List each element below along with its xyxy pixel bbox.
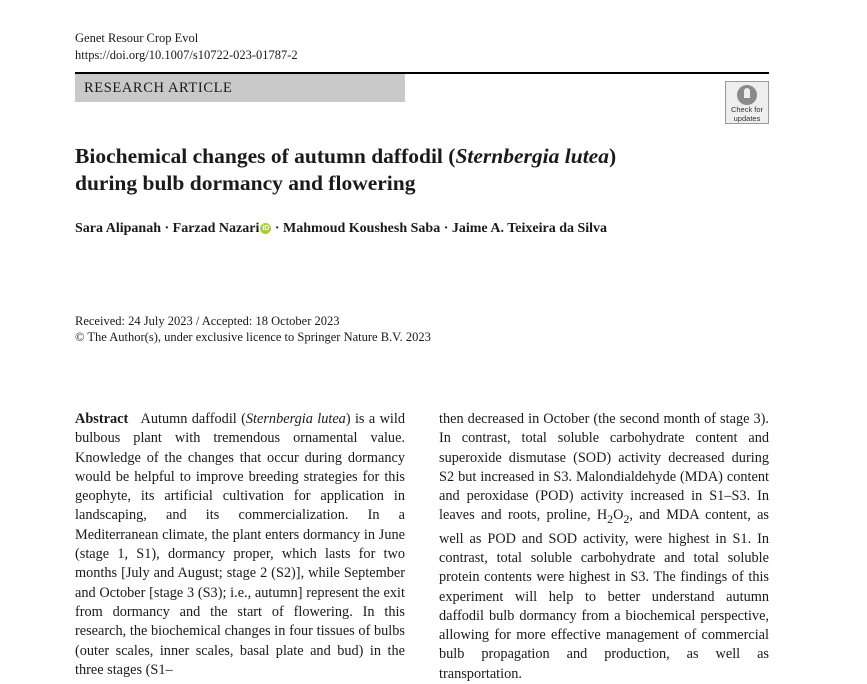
abstract-text-a: Autumn daffodil ( — [140, 411, 246, 427]
title-part2: ) — [608, 144, 617, 168]
check-for-updates-icon — [737, 85, 757, 105]
copyright-notice: © The Author(s), under exclusive licence to Springer Nature B.V. 2023 — [75, 330, 431, 344]
abstract-text-c: then decreased in October (the second month of stage 3). In contrast, total soluble carbohydrate content and superoxide dismutase (SOD) activity decreased during S2 but increased in S3. Malondialdehyde (MDA) content and peroxidase (POD) activity increased in S1–S3. In leaves and roots, proline, H — [439, 411, 769, 524]
author-1[interactable]: Sara Alipanah — [75, 221, 161, 236]
orcid-icon[interactable]: iD — [262, 225, 270, 232]
subscript-2: 2 — [623, 512, 630, 527]
abstract-species: Sternbergia lutea — [245, 411, 346, 427]
author-2[interactable]: Farzad Nazari — [172, 221, 260, 236]
check-for-updates-badge[interactable] — [725, 81, 769, 124]
oxygen-letter: O — [613, 507, 624, 524]
title-line2: during bulb dormancy and flowering — [75, 171, 416, 195]
doi-link[interactable]: https://doi.org/10.1007/s10722-023-01787-2 — [75, 48, 298, 62]
author-4[interactable]: Jaime A. Teixeira da Silva — [451, 221, 608, 236]
author-sep: · — [271, 221, 284, 236]
author-3[interactable]: Mahmoud Koushesh Saba — [283, 221, 441, 236]
abstract-right-column — [439, 410, 769, 684]
title-part1: Biochemical changes of autumn daffodil ( — [75, 144, 456, 168]
abstract-left-column — [75, 410, 405, 680]
received-accepted: Received: 24 July 2023 / Accepted: 18 October 2023 — [75, 314, 340, 328]
author-list — [75, 221, 607, 237]
title-species: Sternbergia lutea — [455, 144, 609, 168]
abstract-text-b: ) is a wild bulbous plant with tremendous ornamental value. Knowledge of the changes that occur during dormancy would be helpful to improve breeding strategies for this geophyte, its artificial cultivation for application in landscaping, and its commercialization. In a Mediterranean climate, the plant enters dormancy in June (stage 1, S1), dormancy proper, which lasts for two months [July and August; stage 2 (S2)], while September and October [stage 3 (S3); i.e., autumn] represent the exit from dormancy and the start of flowering. In this research, the biochemical changes in four tissues of bulbs (outer scales, inner scales, basal plate and bud) in the three stages (S1– — [75, 411, 405, 678]
subscript-2: 2 — [607, 512, 614, 527]
publication-dates — [75, 313, 431, 345]
article-type-banner: RESEARCH ARTICLE — [75, 74, 405, 102]
badge-line1: Check for — [730, 105, 764, 114]
abstract-label: Abstract — [75, 411, 129, 427]
author-sep: · — [440, 221, 452, 236]
author-sep: · — [160, 221, 173, 236]
journal-header — [75, 30, 298, 64]
abstract-text-d: , and MDA content, as well as POD and SOD activity, were highest in S1. In contrast, total soluble carbohydrate and total soluble protein contents were highest in S3. The findings of this experiment will help to better understand autumn daffodil bulb dormancy from a biochemical perspective, allowing for more effective management of commercial bulb propagation and production, as well as transportation. — [439, 507, 769, 682]
badge-line2: updates — [733, 114, 761, 123]
article-title — [75, 143, 775, 197]
journal-name: Genet Resour Crop Evol — [75, 31, 199, 45]
